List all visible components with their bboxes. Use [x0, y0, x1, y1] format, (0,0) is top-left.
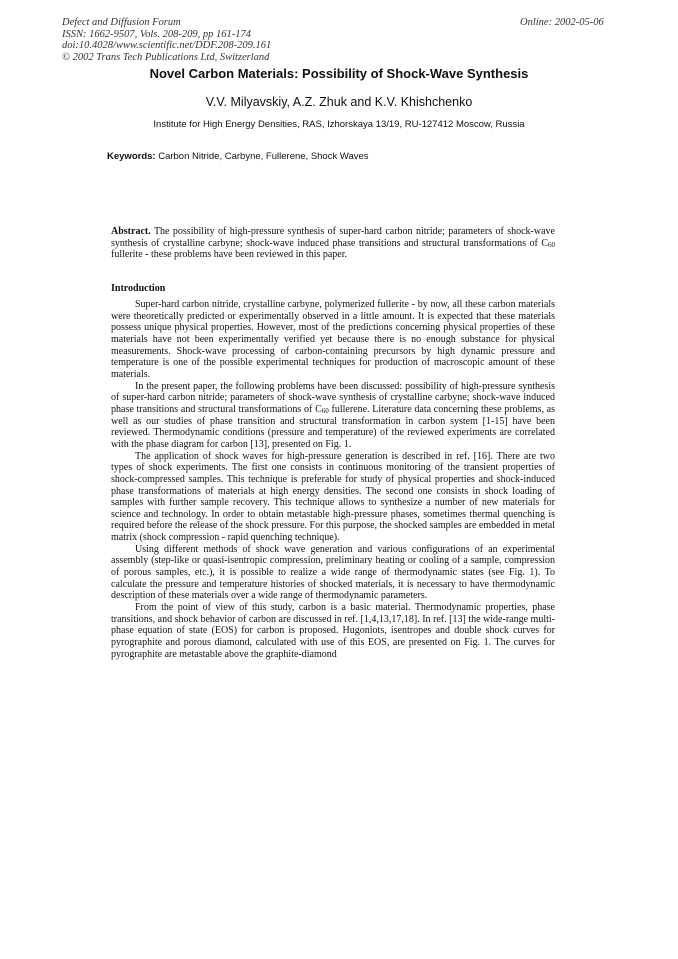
doi-line: doi:10.4028/www.scientific.net/DDF.208-209.161 [62, 40, 272, 51]
abstract [111, 226, 555, 261]
introduction-heading: Introduction [111, 283, 166, 294]
journal-name: Defect and Diffusion Forum [62, 17, 181, 28]
paragraph-3: The application of shock waves for high-pressure generation is described in ref. [16]. There are two types of shock experiments. The first one consists in continuous monitoring of the transient properties of shock-compressed samples. This technique is preferable for study of physical properties and shock-induced phase transformations of materials at high energy densities. The second one consists in shock loading of samples with further sample recovery. This technique allows to synthesize a number of new materials for science and technology. In order to obtain metastable high-pressure phases, sometimes thermal quenching is required before the release of the shock pressure. For this purpose, the shocked samples are embedded in metal matrix (shock compression - rapid quenching technique). [111, 450, 556, 544]
journal-header [62, 17, 271, 63]
keywords-text: Carbon Nitride, Carbyne, Fullerene, Shock Waves [158, 151, 369, 162]
paragraph-2-text-1: In the present paper, the following problems have been discussed: possibility of high-pressure synthesis of super-hard carbon nitride; parameters of shock-wave synthesis of crystalline carbyne; shock-wave induced phase transitions and structural transformations of C [111, 380, 555, 415]
online-date: Online: 2002-05-06 [520, 17, 604, 28]
abstract-text-1: The possibility of high-pressure synthesis of super-hard carbon nitride; parameters of shock-wave synthesis of crystalline carbyne; shock-wave induced phase transitions and structural transformations of C [111, 226, 555, 249]
keywords-label: Keywords: [107, 151, 156, 162]
affiliation: Institute for High Energy Densities, RAS, Izhorskaya 13/19, RU-127412 Moscow, Russia [153, 119, 525, 130]
paper-title: Novel Carbon Materials: Possibility of Shock-Wave Synthesis [149, 66, 529, 81]
paragraph-4: Using different methods of shock wave generation and various configurations of an experimental assembly (step-like or quasi-isentropic compression, preliminary heating or cooling of a sample, compression of porous samples, etc.), it is possible to realize a wide range of thermodynamic states (see Fig. 1). To calculate the pressure and temperature histories of shocked materials, it is necessary to have thermodynamic description of these materials over a wide range of thermodynamic parameters. [111, 543, 555, 602]
issn-line: ISSN: 1662-9507, Vols. 208-209, pp 161-174 [62, 28, 251, 40]
paragraph-2-text-2: fullerene. Literature data concerning these problems, as well as our studies of phase transition and structural transformation in carbon system [1-15] have been reviewed. Thermodynamic conditions (pressure and temperature) of the reviewed experiments are correlated with the phase diagram for carbon [13], presented on Fig. 1. [111, 403, 556, 450]
keywords [107, 151, 369, 162]
paragraph-2-subscript: 60 [321, 406, 329, 415]
copyright-line: © 2002 Trans Tech Publications Ltd, Switzerland [62, 51, 270, 63]
abstract-text-2: fullerite - these problems have been reviewed in this paper. [111, 249, 348, 261]
abstract-subscript: 60 [548, 240, 555, 249]
abstract-label: Abstract. [111, 226, 151, 237]
introduction-body [111, 299, 555, 660]
paragraph-5: From the point of view of this study, carbon is a basic material. Thermodynamic properties, phase transitions, and shock behavior of carbon are discussed in ref. [1,4,13,17,18]. In ref. [13] the wide-range multi-phase equation of state (EOS) for carbon is proposed. Hugoniots, isentropes and double shock curves for pyrographite and porous diamond, calculated with use of this EOS, are presented on Fig. 1. The curves for pyrographite are metastable above the graphite-diamond [111, 602, 555, 660]
paragraph-2 [111, 381, 555, 451]
authors: V.V. Milyavskiy, A.Z. Zhuk and K.V. Khishchenko [205, 95, 473, 109]
paragraph-1: Super-hard carbon nitride, crystalline carbyne, polymerized fullerite - by now, all these carbon materials were theoretically predicted or experimentally observed in a little amount. It is expected that these materials possess unique physical properties. However, most of the predictions concerning physical properties of these materials have not been experimentally verified yet because there is no enough substance for physical measurements. Shock-wave processing of carbon-containing precursors by high dynamic pressure and temperature is one of the possible experimental techniques for production of macroscopic amount of these materials. [111, 299, 555, 380]
